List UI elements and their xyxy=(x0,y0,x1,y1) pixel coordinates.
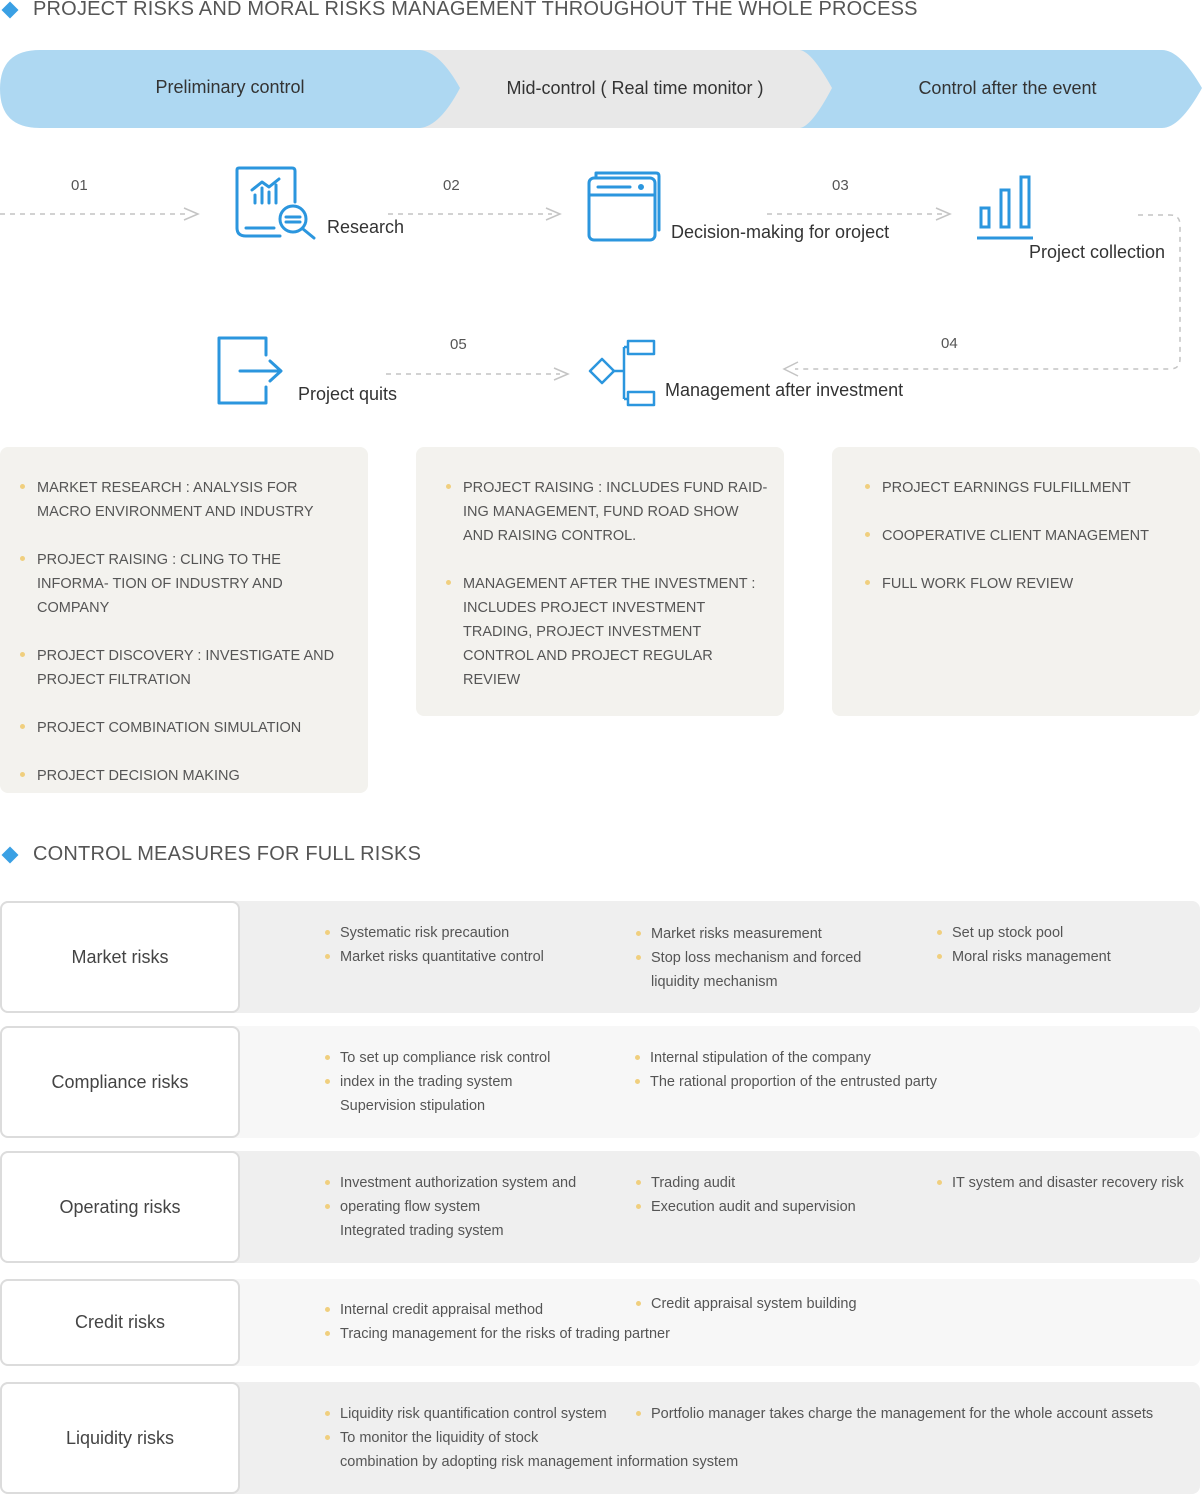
step-number-02: 02 xyxy=(443,177,460,194)
section-title-risks: CONTROL MEASURES FOR FULL RISKS xyxy=(33,843,422,865)
card-3-item: FULL WORK FLOW REVIEW xyxy=(882,572,1182,596)
risk-label-operating: Operating risks xyxy=(0,1151,240,1263)
risk-label-credit: Credit risks xyxy=(0,1279,240,1366)
risk-label-market: Market risks xyxy=(0,901,240,1013)
risk-col xyxy=(651,1292,857,1316)
step-label-research: Research xyxy=(327,217,405,237)
phase-card-2 xyxy=(416,447,784,716)
risk-item: Stop loss mechanism and forced xyxy=(651,946,861,970)
risk-col xyxy=(340,1046,550,1118)
risk-item: Supervision stipulation xyxy=(340,1098,486,1114)
risk-item: The rational proportion of the entrusted party xyxy=(650,1070,937,1094)
card-1-item: PROJECT COMBINATION SIMULATION xyxy=(37,716,353,740)
risk-item: IT system and disaster recovery risk xyxy=(952,1171,1184,1195)
risk-item: Market risks measurement xyxy=(651,922,861,946)
step-number-04: 04 xyxy=(941,335,958,352)
card-2-item: MANAGEMENT AFTER THE INVESTMENT : INCLUDES PROJECT INVESTMENT TRADING, PROJECT INVESTMENT CONTROL AND PROJECT REGULAR REVIEW xyxy=(463,572,769,692)
risk-col xyxy=(650,1046,937,1094)
risk-col xyxy=(340,921,544,969)
risk-item: Internal stipulation of the company xyxy=(650,1046,937,1070)
risk-item: liquidity mechanism xyxy=(651,974,778,990)
decision-window-icon xyxy=(586,170,662,244)
step-label-decision: Decision-making for oroject xyxy=(671,222,890,242)
phase-label-3: Control after the event xyxy=(918,78,1097,98)
bar-chart-icon xyxy=(977,174,1039,242)
research-icon xyxy=(234,166,320,244)
card-1-item: PROJECT DECISION MAKING xyxy=(37,764,353,788)
card-1-item: MARKET RESEARCH : ANALYSIS FOR MACRO ENVIRONMENT AND INDUSTRY xyxy=(37,476,353,524)
step-label-quits: Project quits xyxy=(298,384,398,404)
risk-item: Integrated trading system xyxy=(340,1223,504,1239)
step-label-collection: Project collection xyxy=(1029,242,1166,262)
risk-item: Credit appraisal system building xyxy=(651,1292,857,1316)
card-3-item: PROJECT EARNINGS FULFILLMENT xyxy=(882,476,1182,500)
risk-col xyxy=(651,922,861,994)
card-1-item: PROJECT DISCOVERY : INVESTIGATE AND PROJECT FILTRATION xyxy=(37,644,353,692)
risk-item: Trading audit xyxy=(651,1171,856,1195)
card-1-item: PROJECT RAISING : CLING TO THE INFORMA- TION OF INDUSTRY AND COMPANY xyxy=(37,548,353,620)
org-tree-icon xyxy=(586,338,658,408)
risk-item: Investment authorization system and xyxy=(340,1171,576,1195)
risk-item: Internal credit appraisal method xyxy=(340,1298,670,1322)
step-label-management: Management after investment xyxy=(665,380,904,400)
step-number-05: 05 xyxy=(450,336,467,353)
phase-card-1 xyxy=(0,447,368,793)
risk-col xyxy=(651,1402,1153,1426)
risk-item: Execution audit and supervision xyxy=(651,1195,856,1219)
risk-item: Market risks quantitative control xyxy=(340,945,544,969)
phase-label-2: Mid-control ( Real time monitor ) xyxy=(506,78,764,98)
arrowhead-01 xyxy=(184,208,198,220)
step-number-03: 03 xyxy=(832,177,849,194)
risk-item: Liquidity risk quantification control system xyxy=(340,1402,738,1426)
risk-item: combination by adopting risk management information system xyxy=(340,1454,739,1470)
risk-item: index in the trading system xyxy=(340,1070,550,1094)
risk-item: To monitor the liquidity of stock xyxy=(340,1426,738,1450)
risk-item: Moral risks management xyxy=(952,945,1111,969)
phase-card-3 xyxy=(832,447,1200,716)
card-2-item: PROJECT RAISING : INCLUDES FUND RAID- ING MANAGEMENT, FUND ROAD SHOW AND RAISING CONTROL. xyxy=(463,476,769,548)
risk-label-compliance: Compliance risks xyxy=(0,1026,240,1138)
risk-col xyxy=(340,1171,576,1243)
risk-item: Set up stock pool xyxy=(952,921,1111,945)
risk-item: Systematic risk precaution xyxy=(340,921,544,945)
risk-col xyxy=(952,1171,1184,1195)
risk-col xyxy=(952,921,1111,969)
risk-col xyxy=(340,1298,670,1346)
risk-row-market xyxy=(0,901,1200,1013)
risk-label-liquidity: Liquidity risks xyxy=(0,1382,240,1494)
step-number-01: 01 xyxy=(71,177,88,194)
risk-item: operating flow system xyxy=(340,1195,576,1219)
section-title-process: PROJECT RISKS AND MORAL RISKS MANAGEMENT THROUGHOUT THE WHOLE PROCESS xyxy=(33,0,918,20)
risk-row-operating xyxy=(0,1151,1200,1263)
risk-col xyxy=(651,1171,856,1219)
card-3-item: COOPERATIVE CLIENT MANAGEMENT xyxy=(882,524,1182,548)
risk-row-compliance xyxy=(0,1026,1200,1138)
risk-item: Portfolio manager takes charge the management for the whole account assets xyxy=(651,1402,1153,1426)
risk-row-credit xyxy=(0,1279,1200,1366)
risk-row-liquidity xyxy=(0,1382,1200,1494)
phase-label-1: Preliminary control xyxy=(155,77,305,97)
section-marker-icon xyxy=(2,847,19,864)
risk-item: To set up compliance risk control xyxy=(340,1046,550,1070)
exit-icon xyxy=(214,335,286,407)
risk-item: Tracing management for the risks of trading partner xyxy=(340,1322,670,1346)
